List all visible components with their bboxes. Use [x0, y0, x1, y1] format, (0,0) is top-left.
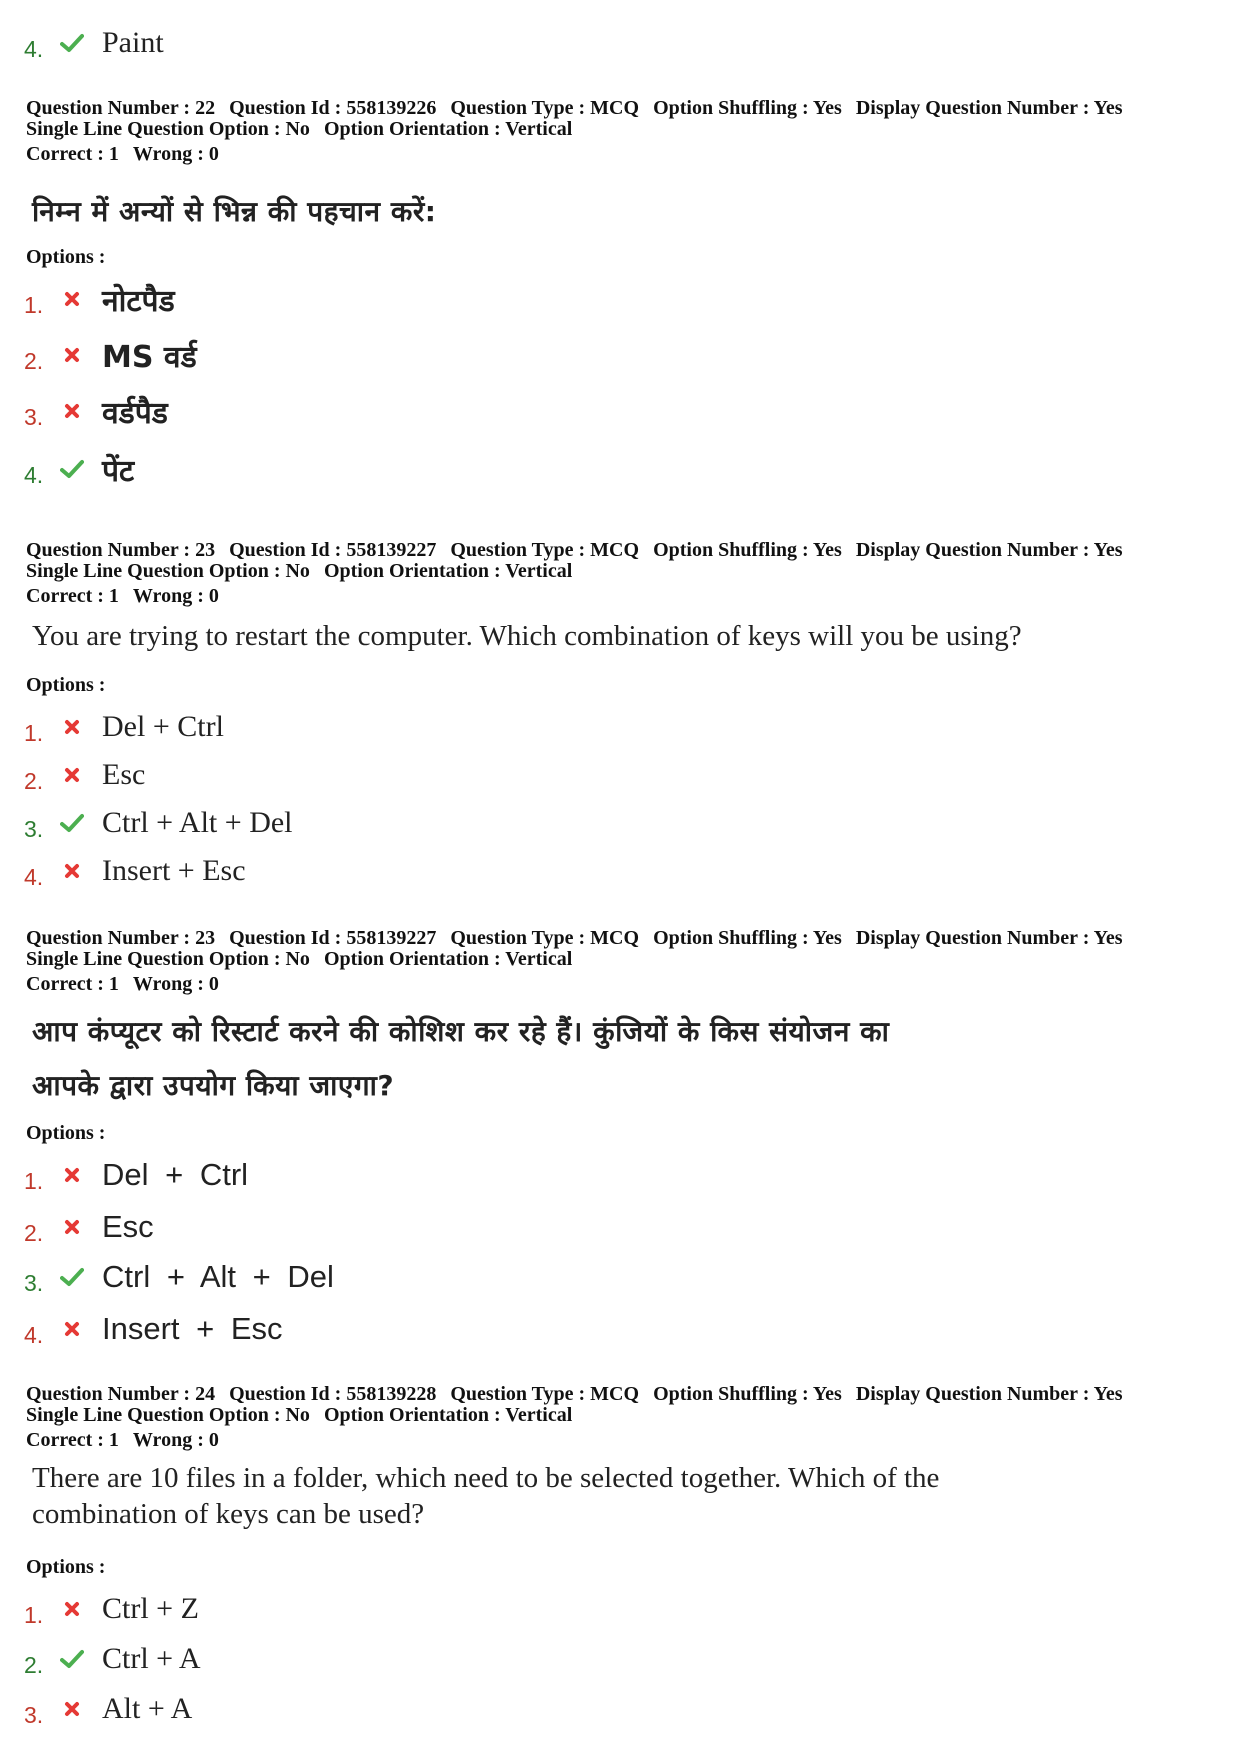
- option-row: [24, 388, 168, 434]
- question-text: You are trying to restart the computer. Which combination of keys will you be using?: [32, 620, 1022, 652]
- meta-line-1: Question Number : 23 Question Id : 558139227 Question Type : MCQ Option Shuffling : Yes Display Question Number : Yes: [26, 539, 1123, 561]
- question-text-line-2: combination of keys can be used?: [32, 1498, 425, 1530]
- check-icon: [54, 33, 90, 53]
- meta-line-2: Single Line Question Option : No Option Orientation : Vertical: [26, 1404, 573, 1426]
- option-row: [24, 1306, 283, 1352]
- option-number: 3.: [24, 815, 44, 842]
- option-number: 4.: [24, 461, 44, 488]
- cross-icon: [54, 719, 90, 735]
- option-number: 4.: [24, 863, 44, 890]
- check-icon: [54, 1649, 90, 1669]
- option-text: वर्डपैड: [102, 395, 168, 431]
- option-text: Insert + Esc: [102, 1311, 283, 1346]
- options-label: Options :: [26, 674, 106, 696]
- option-row: [24, 1636, 201, 1682]
- check-icon: [54, 813, 90, 833]
- option-row: [24, 1254, 334, 1300]
- meta-line-2: Single Line Question Option : No Option Orientation : Vertical: [26, 118, 573, 140]
- option-text: Del + Ctrl: [102, 1157, 249, 1192]
- option-number: 1.: [24, 1601, 44, 1628]
- cross-icon: [54, 1701, 90, 1717]
- option-row: [24, 446, 134, 492]
- question-text-line-2: आपके द्वारा उपयोग किया जाएगा?: [32, 1069, 395, 1102]
- option-row: [24, 1686, 192, 1732]
- question-text-line-1: There are 10 files in a folder, which need to be selected together. Which of the: [32, 1462, 940, 1494]
- cross-icon: [54, 403, 90, 419]
- check-icon: [54, 459, 90, 479]
- options-label: Options :: [26, 1556, 106, 1578]
- meta-line-3: Correct : 1 Wrong : 0: [26, 143, 219, 165]
- option-text: Esc: [102, 758, 146, 791]
- meta-line-3: Correct : 1 Wrong : 0: [26, 973, 219, 995]
- meta-line-3: Correct : 1 Wrong : 0: [26, 585, 219, 607]
- option-text: Ctrl + Alt + Del: [102, 1259, 334, 1294]
- option-number: 3.: [24, 1269, 44, 1296]
- option-number: 3.: [24, 403, 44, 430]
- option-number: 1.: [24, 291, 44, 318]
- meta-line-1: Question Number : 23 Question Id : 558139227 Question Type : MCQ Option Shuffling : Yes Display Question Number : Yes: [26, 927, 1123, 949]
- question-meta: [26, 540, 1123, 607]
- option-text: Ctrl + Alt + Del: [102, 806, 293, 839]
- option-number: 2.: [24, 1651, 44, 1678]
- option-text: नोटपैड: [102, 283, 175, 319]
- option-number: 2.: [24, 767, 44, 794]
- option-text: Insert + Esc: [102, 854, 246, 887]
- option-number: 2.: [24, 347, 44, 374]
- check-icon: [54, 1267, 90, 1287]
- option-row: [24, 848, 246, 894]
- meta-line-1: Question Number : 22 Question Id : 558139226 Question Type : MCQ Option Shuffling : Yes Display Question Number : Yes: [26, 97, 1123, 119]
- cross-icon: [54, 1321, 90, 1337]
- meta-line-2: Single Line Question Option : No Option Orientation : Vertical: [26, 560, 573, 582]
- option-number: 1.: [24, 1167, 44, 1194]
- meta-line-1: Question Number : 24 Question Id : 558139228 Question Type : MCQ Option Shuffling : Yes Display Question Number : Yes: [26, 1383, 1123, 1405]
- cross-icon: [54, 1167, 90, 1183]
- option-row: [24, 752, 145, 798]
- question-meta: [26, 98, 1123, 165]
- question-meta: [26, 1384, 1123, 1451]
- option-text: Esc: [102, 1209, 154, 1244]
- question-text: निम्न में अन्यों से भिन्न की पहचान करें:: [32, 195, 437, 228]
- option-number: 4.: [24, 1321, 44, 1348]
- option-text: MS वर्ड: [102, 339, 197, 375]
- option-text: Del + Ctrl: [102, 710, 224, 743]
- cross-icon: [54, 291, 90, 307]
- option-row: [24, 332, 197, 378]
- option-row: [24, 276, 175, 322]
- question-text-line-1: आप कंप्यूटर को रिस्टार्ट करने की कोशिश कर रहे हैं। कुंजियों के किस संयोजन का: [32, 1015, 890, 1048]
- option-row: [24, 1586, 199, 1632]
- cross-icon: [54, 1219, 90, 1235]
- option-row: [24, 800, 293, 846]
- cross-icon: [54, 863, 90, 879]
- option-number: 3.: [24, 1701, 44, 1728]
- option-text: Ctrl + A: [102, 1642, 201, 1675]
- option-text: Paint: [102, 26, 164, 59]
- options-label: Options :: [26, 1122, 106, 1144]
- options-label: Options :: [26, 246, 106, 268]
- option-row: [24, 20, 164, 66]
- option-text: Ctrl + Z: [102, 1592, 199, 1625]
- meta-line-2: Single Line Question Option : No Option Orientation : Vertical: [26, 948, 573, 970]
- cross-icon: [54, 347, 90, 363]
- question-meta: [26, 928, 1123, 995]
- option-text: Alt + A: [102, 1692, 193, 1725]
- meta-line-3: Correct : 1 Wrong : 0: [26, 1429, 219, 1451]
- option-number: 1.: [24, 719, 44, 746]
- option-row: [24, 1204, 154, 1250]
- cross-icon: [54, 767, 90, 783]
- option-number: 4.: [24, 35, 44, 62]
- option-number: 2.: [24, 1219, 44, 1246]
- option-row: [24, 1152, 248, 1198]
- option-text: पेंट: [102, 453, 135, 489]
- cross-icon: [54, 1601, 90, 1617]
- option-row: [24, 704, 224, 750]
